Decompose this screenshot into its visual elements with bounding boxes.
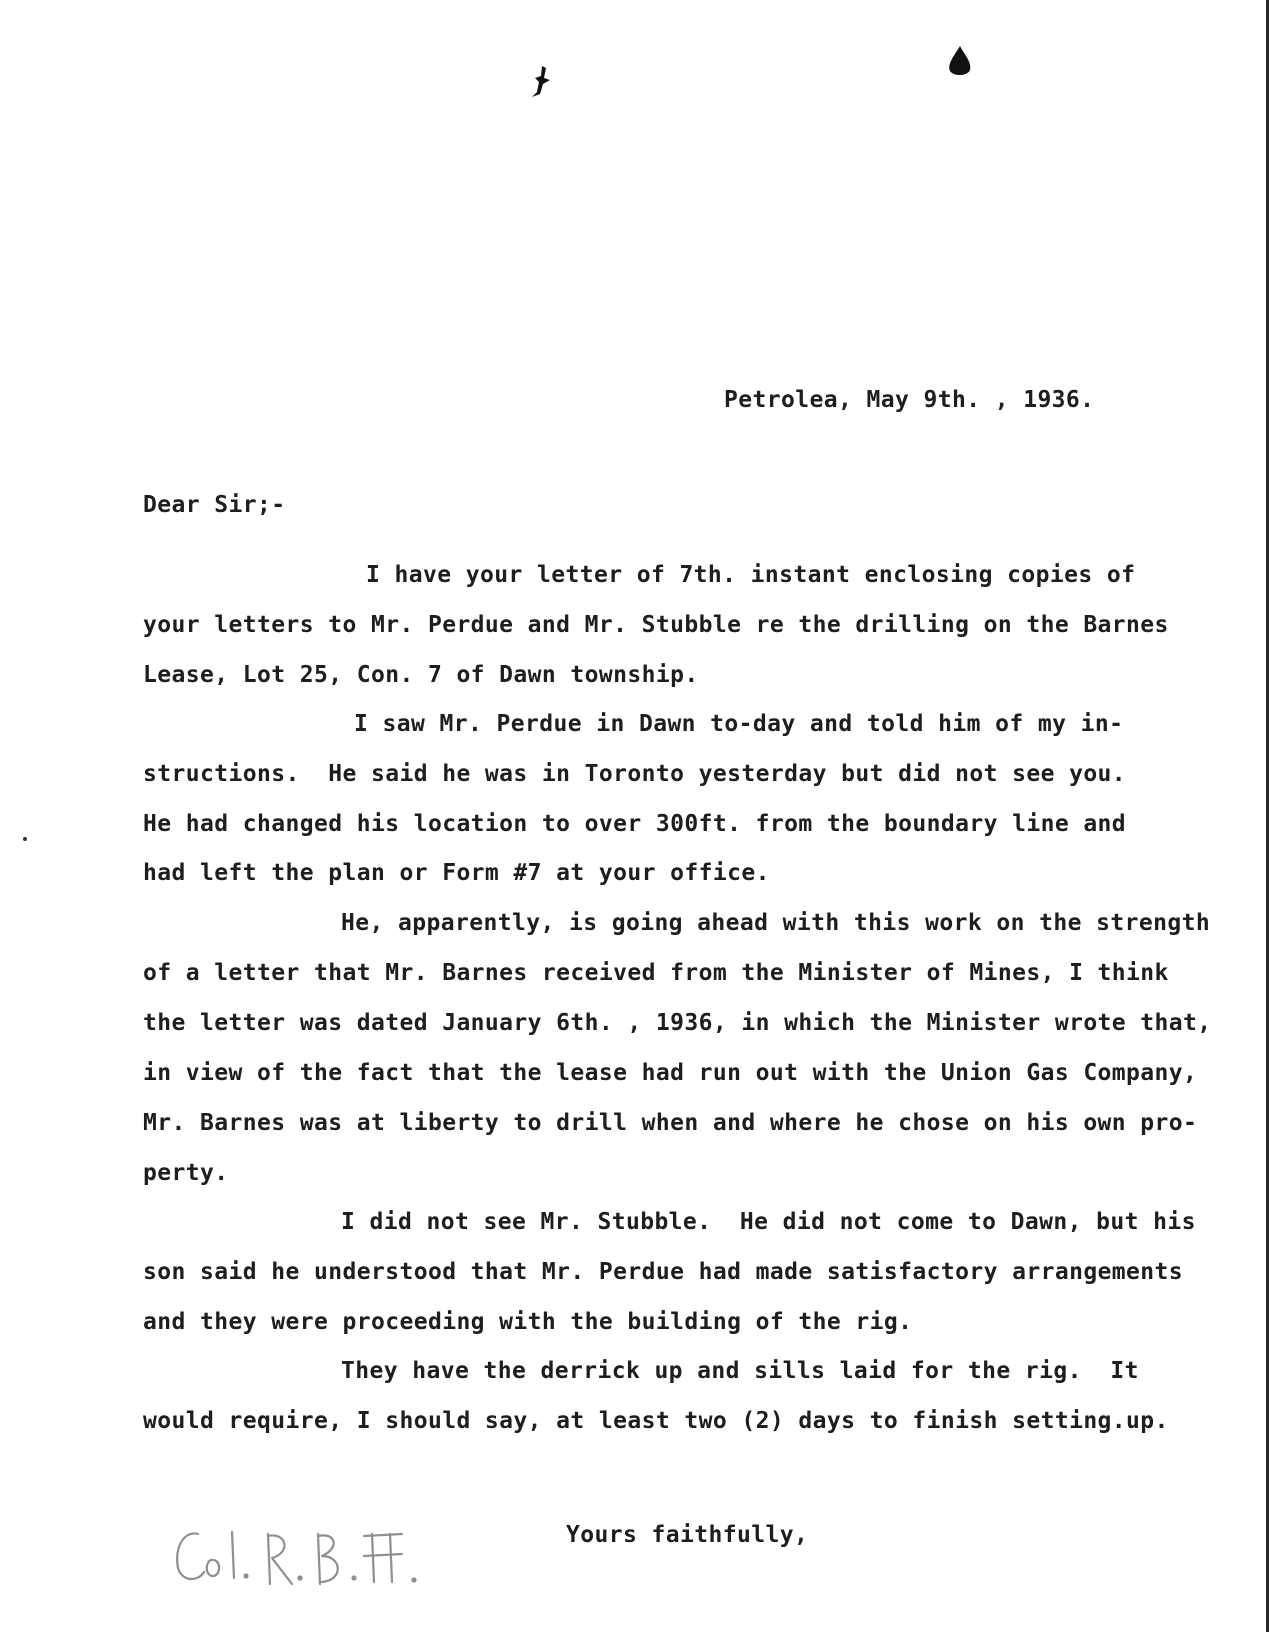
body-line: structions. He said he was in Toronto yesterday but did not see you. <box>143 761 1127 787</box>
body-line: Lease, Lot 25, Con. 7 of Dawn township. <box>143 662 699 688</box>
body-line: I did not see Mr. Stubble. He did not come to Dawn, but his <box>341 1209 1196 1235</box>
body-line: I have your letter of 7th. instant enclosing copies of <box>366 562 1136 588</box>
body-line: son said he understood that Mr. Perdue had made satisfactory arrangements <box>143 1259 1184 1285</box>
body-line: your letters to Mr. Perdue and Mr. Stubble re the drilling on the Barnes <box>143 612 1169 638</box>
body-line: Mr. Barnes was at liberty to drill when and where he chose on his own pro- <box>143 1110 1198 1136</box>
body-line: would require, I should say, at least two (2) days to finish setting.up. <box>143 1408 1169 1434</box>
body-line: He, apparently, is going ahead with this work on the strength <box>341 910 1211 936</box>
salutation: Dear Sir;- <box>143 492 286 518</box>
body-line: I saw Mr. Perdue in Dawn to-day and told him of my in- <box>354 711 1124 737</box>
body-line: of a letter that Mr. Barnes received from the Minister of Mines, I think <box>143 960 1169 986</box>
body-line: the letter was dated January 6th. , 1936, in which the Minister wrote that, <box>143 1010 1212 1036</box>
body-line: perty. <box>143 1160 229 1186</box>
body-line: had left the plan or Form #7 at your office. <box>143 860 770 886</box>
body-line: and they were proceeding with the building of the rig. <box>143 1309 913 1335</box>
body-line: They have the derrick up and sills laid for the rig. It <box>341 1358 1139 1384</box>
closing: Yours faithfully, <box>566 1522 809 1548</box>
body-line: in view of the fact that the lease had run out with the Union Gas Company, <box>143 1060 1198 1086</box>
dateline: Petrolea, May 9th. , 1936. <box>724 387 1095 413</box>
pencil-annotation <box>168 1510 468 1600</box>
body-line: He had changed his location to over 300ft. from the boundary line and <box>143 811 1127 837</box>
ink-blot-left <box>528 64 556 100</box>
ink-dot-margin <box>22 836 28 842</box>
ink-blot-right <box>946 44 974 80</box>
